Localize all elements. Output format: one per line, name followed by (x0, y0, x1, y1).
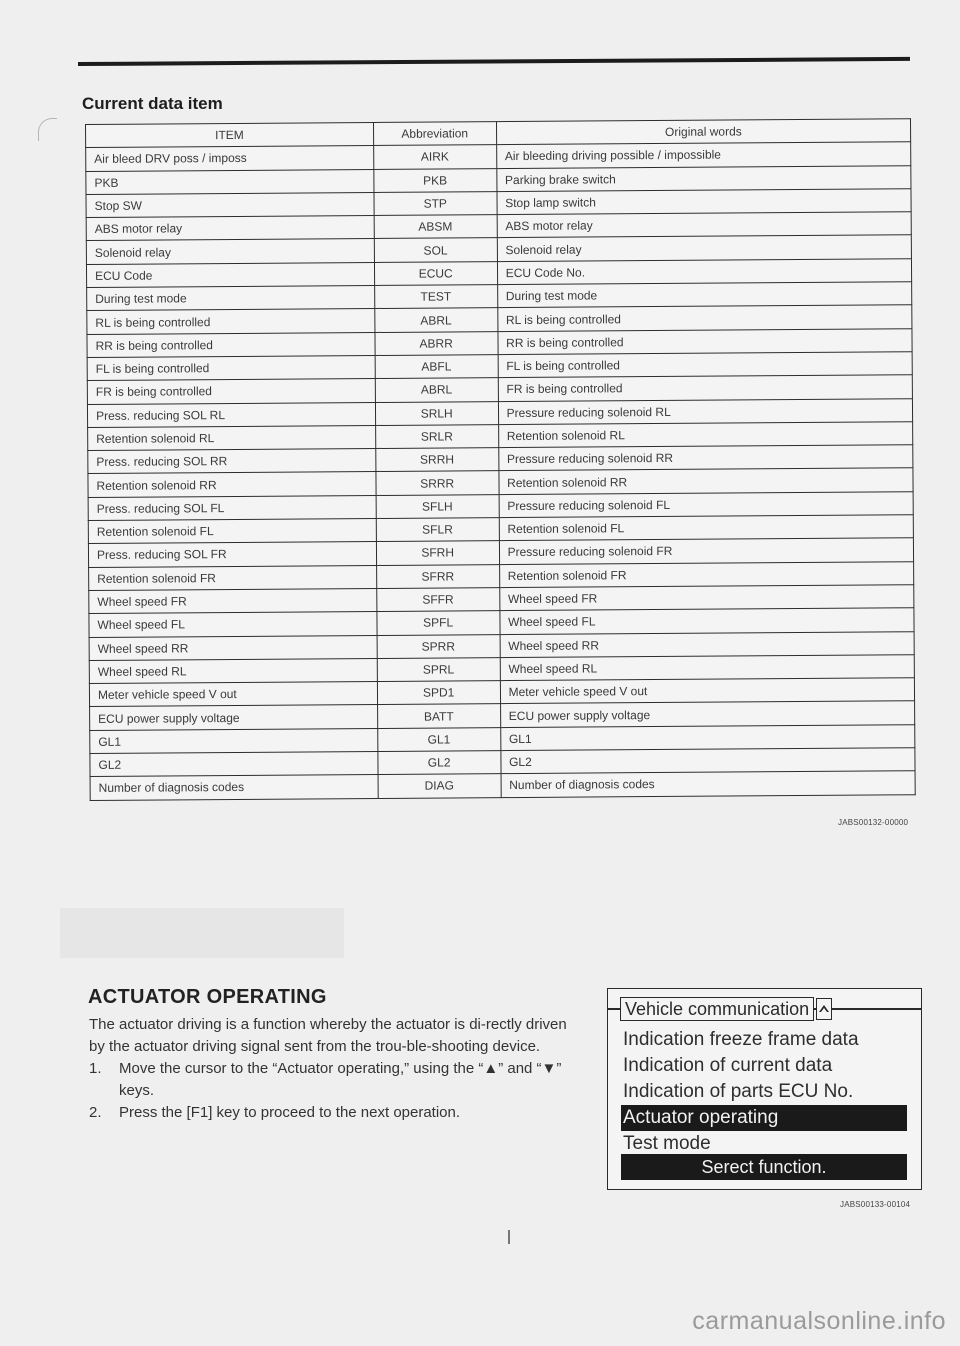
cell-original-words: ABS motor relay (497, 212, 912, 238)
cell-abbreviation: SRRR (376, 471, 499, 495)
cell-original-words: Retention solenoid FR (499, 561, 914, 587)
cell-original-words: Stop lamp switch (497, 189, 912, 215)
cell-item: Retention solenoid FR (89, 565, 377, 590)
actuator-body (89, 1014, 579, 1124)
cell-original-words: Wheel speed FR (499, 585, 914, 611)
cell-original-words: Wheel speed RR (500, 631, 915, 657)
cell-original-words: Pressure reducing solenoid FL (499, 491, 914, 517)
column-header-item: ITEM (86, 122, 374, 147)
cell-abbreviation: TEST (374, 285, 497, 309)
cell-item: RR is being controlled (87, 332, 375, 357)
cell-abbreviation: SFRH (376, 541, 499, 565)
cell-item: Wheel speed FL (89, 612, 377, 637)
cell-abbreviation: AIRK (373, 145, 496, 169)
table-body (86, 142, 916, 800)
cell-abbreviation: SRLR (375, 424, 498, 448)
cell-item: ABS motor relay (86, 216, 374, 241)
cell-item: GL2 (90, 751, 378, 776)
cell-item: Wheel speed RR (89, 635, 377, 660)
cell-item: Stop SW (86, 192, 374, 217)
menu-item-parts-ecu-no[interactable]: Indication of parts ECU No. (623, 1081, 854, 1102)
cell-abbreviation: SPRL (377, 657, 500, 681)
cell-item: FR is being controlled (87, 379, 375, 404)
watermark: carmanualsonline.info (692, 1307, 946, 1335)
top-rule (78, 57, 910, 66)
cell-abbreviation: ABRR (375, 331, 498, 355)
screen-title-row (620, 997, 832, 1021)
cell-abbreviation: PKB (374, 168, 497, 192)
screen-figure-code: JABS00133-00104 (840, 1200, 911, 1209)
cell-item: Retention solenoid FL (88, 519, 376, 544)
cell-item: Press. reducing SOL RL (87, 402, 375, 427)
cell-abbreviation: SPFL (377, 611, 500, 635)
cell-original-words: RR is being controlled (498, 328, 913, 354)
actuator-steps (89, 1058, 579, 1124)
step-number: 2. (89, 1104, 102, 1121)
cell-original-words: Parking brake switch (496, 165, 911, 191)
cell-item: Meter vehicle speed V out (89, 682, 377, 707)
menu-item-actuator-operating[interactable]: Actuator operating (621, 1105, 907, 1131)
cell-item: ECU power supply voltage (90, 705, 378, 730)
up-arrow-icon[interactable] (816, 998, 832, 1020)
cell-abbreviation: SOL (374, 238, 497, 262)
cell-original-words: During test mode (497, 282, 912, 308)
cell-original-words: Solenoid relay (497, 235, 912, 261)
cell-original-words: Pressure reducing solenoid RR (498, 445, 913, 471)
cell-item: ECU Code (86, 262, 374, 287)
cell-item: PKB (86, 169, 374, 194)
cell-original-words: Pressure reducing solenoid RL (498, 398, 913, 424)
cell-abbreviation: GL2 (378, 751, 501, 775)
cell-abbreviation: SRRH (375, 448, 498, 472)
cell-abbreviation: DIAG (378, 774, 501, 798)
cell-item: Number of diagnosis codes (90, 775, 378, 800)
table-figure-code: JABS00132-00000 (838, 818, 909, 827)
step-item (89, 1058, 579, 1102)
cell-item: Wheel speed FR (89, 588, 377, 613)
menu-item-freeze-frame[interactable]: Indication freeze frame data (623, 1029, 859, 1050)
cell-item: GL1 (90, 728, 378, 753)
cell-item: Retention solenoid RL (88, 425, 376, 450)
table-row (90, 771, 915, 800)
cell-abbreviation: ECUC (374, 261, 497, 285)
actuator-intro: The actuator driving is a function whereby the actuator is di-rectly driven by the actuator driving signal sent from the trou-ble-shooting device. (89, 1016, 567, 1055)
cell-item: During test mode (87, 286, 375, 311)
cell-item: Retention solenoid RR (88, 472, 376, 497)
step-number: 1. (89, 1060, 102, 1077)
cell-original-words: FL is being controlled (498, 352, 913, 378)
cell-item: Press. reducing SOL FR (88, 542, 376, 567)
column-header-abbreviation: Abbreviation (373, 122, 496, 146)
cell-item: Solenoid relay (86, 239, 374, 264)
cell-original-words: Pressure reducing solenoid FR (499, 538, 914, 564)
cell-abbreviation: SPRR (377, 634, 500, 658)
cell-original-words: Air bleeding driving possible / impossible (496, 142, 911, 168)
cell-item: FL is being controlled (87, 355, 375, 380)
cell-abbreviation: ABRL (375, 308, 498, 332)
page-edge-mark (38, 118, 57, 141)
actuator-heading: ACTUATOR OPERATING (88, 986, 327, 1008)
cell-item: Air bleed DRV poss / imposs (86, 146, 374, 171)
step-text: Move the cursor to the “Actuator operating,” using the “▲” and “▼” keys. (119, 1060, 562, 1099)
scan-smudge (60, 908, 344, 958)
screen-menu (621, 1027, 907, 1157)
cell-abbreviation: BATT (377, 704, 500, 728)
menu-item-current-data[interactable]: Indication of current data (623, 1055, 833, 1076)
screen-status-bar: Serect function. (621, 1154, 907, 1180)
cell-original-words: Wheel speed RL (500, 655, 915, 681)
cell-item: Press. reducing SOL FL (88, 495, 376, 520)
cell-original-words: Meter vehicle speed V out (500, 678, 915, 704)
cell-original-words: Retention solenoid RR (499, 468, 914, 494)
cell-abbreviation: SFLR (376, 518, 499, 542)
cell-abbreviation: SPD1 (377, 681, 500, 705)
screen-title: Vehicle communication (620, 997, 814, 1021)
menu-item-test-mode[interactable]: Test mode (623, 1133, 711, 1154)
cell-original-words: Retention solenoid RL (498, 422, 913, 448)
cell-original-words: FR is being controlled (498, 375, 913, 401)
cell-abbreviation: SRLH (375, 401, 498, 425)
step-text: Press the [F1] key to proceed to the next operation. (119, 1104, 461, 1121)
cell-abbreviation: ABFL (375, 355, 498, 379)
section-title: Current data item (82, 94, 223, 113)
cell-abbreviation: SFRR (376, 564, 499, 588)
cell-abbreviation: STP (374, 192, 497, 216)
cell-original-words: Number of diagnosis codes (501, 771, 916, 797)
cell-original-words: GL1 (500, 724, 915, 750)
cell-original-words: RL is being controlled (497, 305, 912, 331)
page-mark (508, 1230, 510, 1244)
cell-item: Press. reducing SOL RR (88, 449, 376, 474)
column-header-original-words: Original words (496, 119, 911, 145)
cell-original-words: GL2 (500, 748, 915, 774)
cell-item: Wheel speed RL (89, 658, 377, 683)
tester-screen (607, 988, 922, 1190)
cell-original-words: ECU power supply voltage (500, 701, 915, 727)
current-data-table (85, 118, 916, 800)
cell-item: RL is being controlled (87, 309, 375, 334)
cell-original-words: ECU Code No. (497, 259, 912, 285)
cell-abbreviation: GL1 (377, 727, 500, 751)
cell-original-words: Retention solenoid FL (499, 515, 914, 541)
cell-abbreviation: ABRL (375, 378, 498, 402)
step-item (89, 1102, 579, 1124)
cell-abbreviation: SFFR (376, 588, 499, 612)
cell-abbreviation: SFLH (376, 494, 499, 518)
cell-abbreviation: ABSM (374, 215, 497, 239)
cell-original-words: Wheel speed FL (500, 608, 915, 634)
